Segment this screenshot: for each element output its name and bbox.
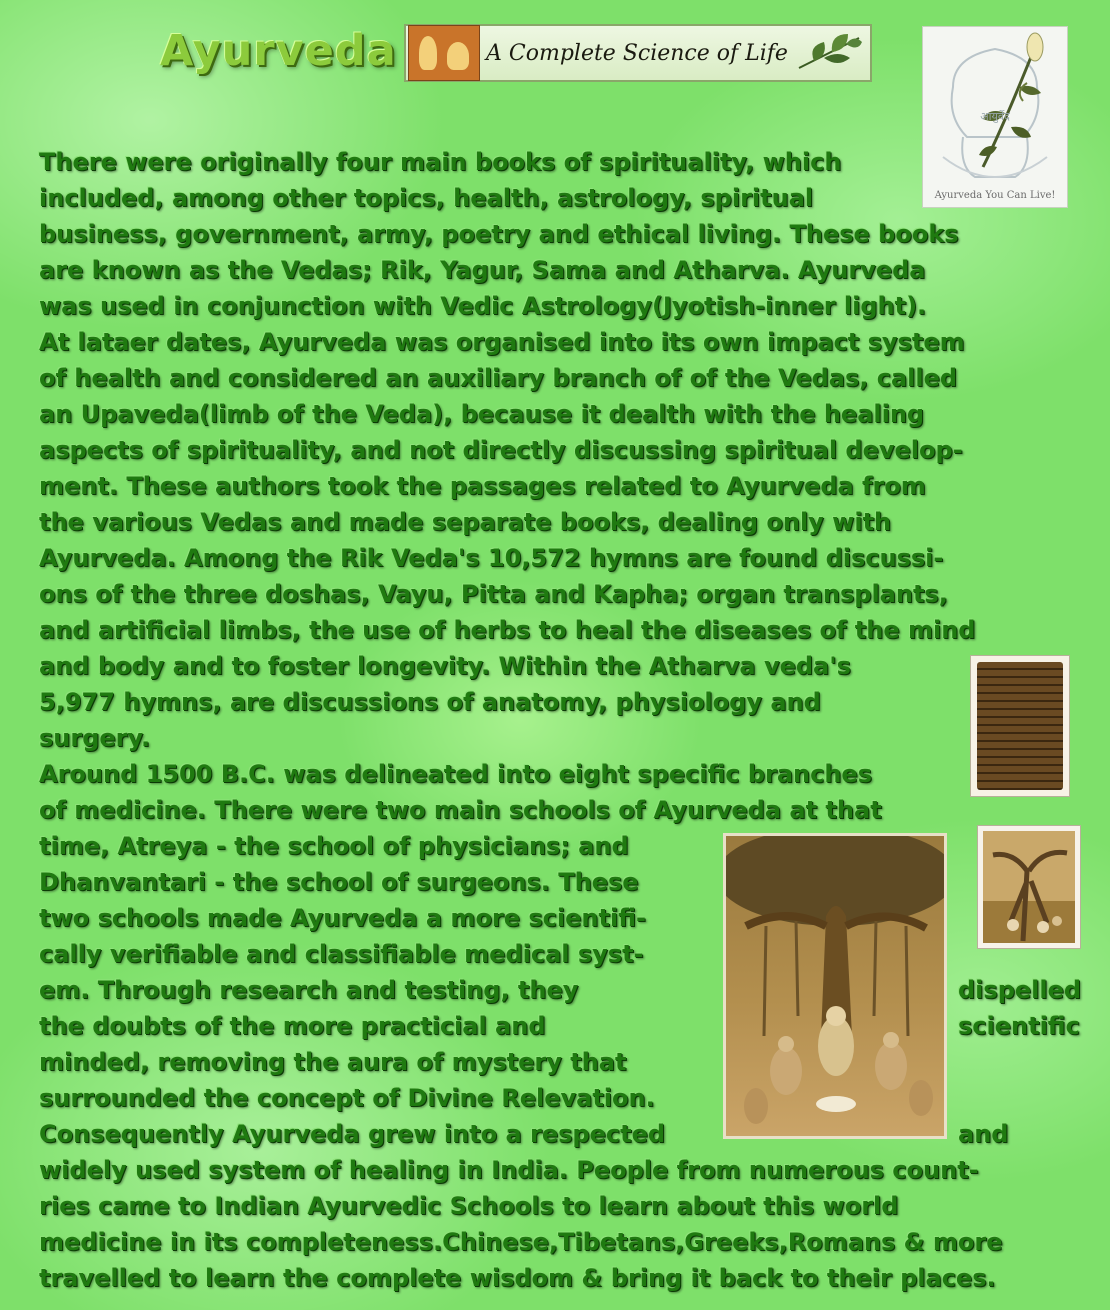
text-line: an Upaveda(limb of the Veda), because it dealth with the healing [39,400,925,428]
logo-caption: Ayurveda You Can Live! [934,190,1056,201]
text-line: minded, removing the aura of mystery that [39,1048,627,1076]
text-line: of medicine. There were two main schools of Ayurveda at that [39,796,882,824]
text-line: time, Atreya - the school of physicians; and [39,832,629,860]
text-line: scientific [958,1012,1080,1040]
right-column-text [958,972,1108,1152]
manuscript-image [970,655,1070,797]
text-line: There were originally four main books of spirituality, which [39,148,842,176]
text-line: surgery. [39,724,151,752]
text-line: Dhanvantari - the school of surgeons. These [39,868,639,896]
text-line: em. Through research and testing, they [39,976,579,1004]
banyan-tree-painting-icon [726,836,944,1136]
text-line: ries came to Indian Ayurvedic Schools to learn about this world [39,1192,899,1220]
text-line: the doubts of the more practicial and [39,1012,546,1040]
text-line: Ayurveda. Among the Rik Veda's 10,572 hymns are found discussi- [39,544,944,572]
text-line: widely used system of healing in India. People from numerous count- [39,1156,979,1184]
text-line: Around 1500 B.C. was delineated into eight specific branches [39,760,872,788]
banner-tagline: A Complete Science of Life [486,40,788,66]
text-line: and [958,1120,1009,1148]
article-body [39,144,1109,1296]
text-line: are known as the Vedas; Rik, Yagur, Sama and Atharva. Ayurveda [39,256,926,284]
banner-illustration [408,25,480,81]
text-line: ons of the three doshas, Vayu, Pitta and Kapha; organ transplants, [39,580,948,608]
text-line: and body and to foster longevity. Within the Atharva veda's [39,652,851,680]
banyan-scene-thumbnail [977,825,1081,949]
text-line: At lataer dates, Ayurveda was organised into its own impact system [39,328,965,356]
text-line: ment. These authors took the passages related to Ayurveda from [39,472,926,500]
logo-script: आयुर्वेद [980,110,1010,123]
manuscript-page [977,662,1063,790]
text-line: medicine in its completeness.Chinese,Tibetans,Greeks,Romans & more [39,1228,1003,1256]
text-line: two schools made Ayurveda a more scientifi- [39,904,646,932]
ancient-physicians-painting [723,833,947,1139]
text-line: 5,977 hymns, are discussions of anatomy, physiology and [39,688,821,716]
text-line: aspects of spirituality, and not directly discussing spiritual develop- [39,436,963,464]
text-line: business, government, army, poetry and ethical living. These books [39,220,959,248]
text-line: of health and considered an auxiliary branch of of the Vedas, called [39,364,958,392]
banyan-tree-icon [983,831,1075,943]
banner [404,24,872,82]
text-line: Consequently Ayurveda grew into a respected [39,1120,666,1148]
text-line: dispelled [958,976,1082,1004]
text-line: the various Vedas and made separate books, dealing only with [39,508,892,536]
text-line: was used in conjunction with Vedic Astrology(Jyotish-inner light). [39,292,927,320]
text-line: and artificial limbs, the use of herbs to heal the diseases of the mind [39,616,976,644]
text-line: travelled to learn the complete wisdom & bring it back to their places. [39,1264,996,1292]
leaf-icon [794,28,864,78]
page-title: Ayurveda [160,26,397,76]
text-line: cally verifiable and classifiable medical syst- [39,940,644,968]
text-line: surrounded the concept of Divine Relevation. [39,1084,655,1112]
text-line: included, among other topics, health, astrology, spiritual [39,184,814,212]
